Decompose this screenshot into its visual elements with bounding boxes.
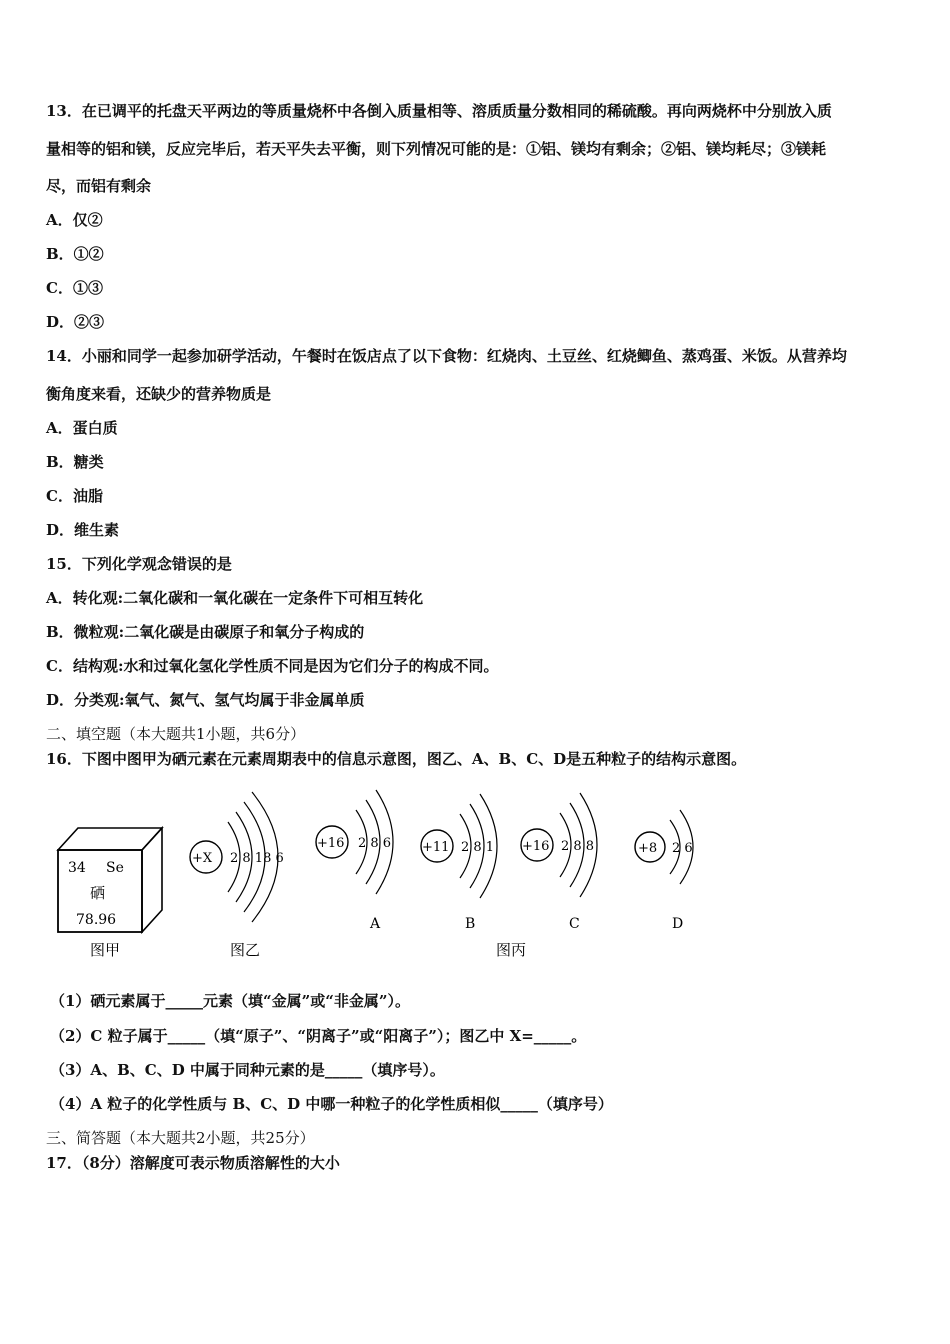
q16-sub-4: （4）A 粒子的化学性质与 B、C、D 中哪一种粒子的化学性质相似_____（填序号）	[50, 1095, 613, 1113]
element-name: 硒	[90, 884, 106, 902]
particle-c-nucleus: +16	[522, 839, 550, 854]
q14-option-d: D．维生素	[46, 521, 120, 539]
particle-c-label: C	[569, 916, 580, 932]
fig-label-bing: 图丙	[496, 941, 527, 959]
q13-stem-line3: 尽，而铝有剩余	[46, 177, 152, 195]
q14-stem-line1: 14．小丽和同学一起参加研学活动，午餐时在饭店点了以下食物：红烧肉、土豆丝、红烧鲫鱼、蒸鸡蛋、米饭。从营养均	[46, 347, 847, 365]
particle-c	[521, 793, 597, 897]
q16-sub-3: （3）A、B、C、D 中属于同种元素的是_____（填序号）。	[50, 1061, 445, 1079]
q14-option-b: B．糖类	[46, 453, 104, 471]
particle-a-shells: 2 8 6	[358, 836, 392, 851]
particle-b-label: B	[465, 916, 476, 932]
particle-d-shells: 2 6	[672, 841, 693, 856]
yi-shells: 2 8 18 6	[230, 851, 284, 866]
element-number: 34	[68, 860, 86, 876]
section-2-heading: 二、填空题（本大题共1小题，共6分）	[46, 725, 306, 743]
q16-stem: 16．下图中图甲为硒元素在元素周期表中的信息示意图，图乙、A、B、C、D是五种粒子的结构示意图。	[46, 750, 747, 768]
yi-nucleus: +X	[192, 851, 213, 866]
q13-option-b: B．①②	[46, 245, 104, 263]
fig-label-yi: 图乙	[230, 941, 261, 959]
particle-b-nucleus: +11	[422, 840, 450, 855]
q14-option-a: A．蛋白质	[46, 419, 118, 437]
q13-stem-line2: 量相等的铝和镁，反应完毕后，若天平失去平衡，则下列情况可能的是：①铝、镁均有剩余；②铝、镁均耗尽；③镁耗	[46, 140, 827, 158]
q16-sub-1: （1）硒元素属于_____元素（填“金属”或“非金属”）。	[50, 992, 410, 1010]
q15-option-b: B．微粒观:二氧化碳是由碳原子和氧分子构成的	[46, 623, 365, 641]
q15-option-d: D．分类观:氧气、氮气、氢气均属于非金属单质	[46, 691, 365, 709]
q13-option-d: D．②③	[46, 313, 105, 331]
element-mass: 78.96	[76, 912, 117, 928]
q15-stem: 15．下列化学观念错误的是	[46, 555, 232, 573]
particle-a	[316, 790, 393, 894]
q13-option-c: C．①③	[46, 279, 103, 297]
particle-c-shells: 2 8 8	[561, 839, 595, 854]
particle-b-shells: 2 8 1	[461, 840, 495, 855]
particle-a-nucleus: +16	[317, 836, 345, 851]
q13-option-a: A．仅②	[46, 211, 103, 229]
section-3-heading: 三、简答题（本大题共2小题，共25分）	[46, 1129, 315, 1147]
element-card	[58, 828, 162, 932]
particle-b	[421, 794, 497, 898]
atom-diagram-yi	[190, 792, 284, 922]
fig-label-jia: 图甲	[90, 941, 121, 959]
q14-option-c: C．油脂	[46, 487, 103, 505]
q16-figure	[40, 780, 740, 980]
q14-stem-line2: 衡角度来看，还缺少的营养物质是	[46, 385, 272, 403]
q17-stem: 17．（8分）溶解度可表示物质溶解性的大小	[46, 1154, 340, 1172]
particle-a-label: A	[370, 916, 381, 932]
element-symbol: Se	[106, 860, 124, 876]
q13-stem-line1: 13．在已调平的托盘天平两边的等质量烧杯中各倒入质量相等、溶质质量分数相同的稀硫酸。再向两烧杯中分别放入质	[46, 102, 832, 120]
q15-option-c: C．结构观:水和过氧化氢化学性质不同是因为它们分子的构成不同。	[46, 657, 499, 675]
particle-d-nucleus: +8	[638, 841, 658, 856]
particle-d-label: D	[672, 916, 684, 932]
particle-d	[635, 810, 693, 884]
q15-option-a: A．转化观:二氧化碳和一氧化碳在一定条件下可相互转化	[46, 589, 424, 607]
q16-sub-2: （2）C 粒子属于_____（填“原子”、“阴离子”或“阳离子”）；图乙中 X=_____。	[50, 1027, 587, 1045]
